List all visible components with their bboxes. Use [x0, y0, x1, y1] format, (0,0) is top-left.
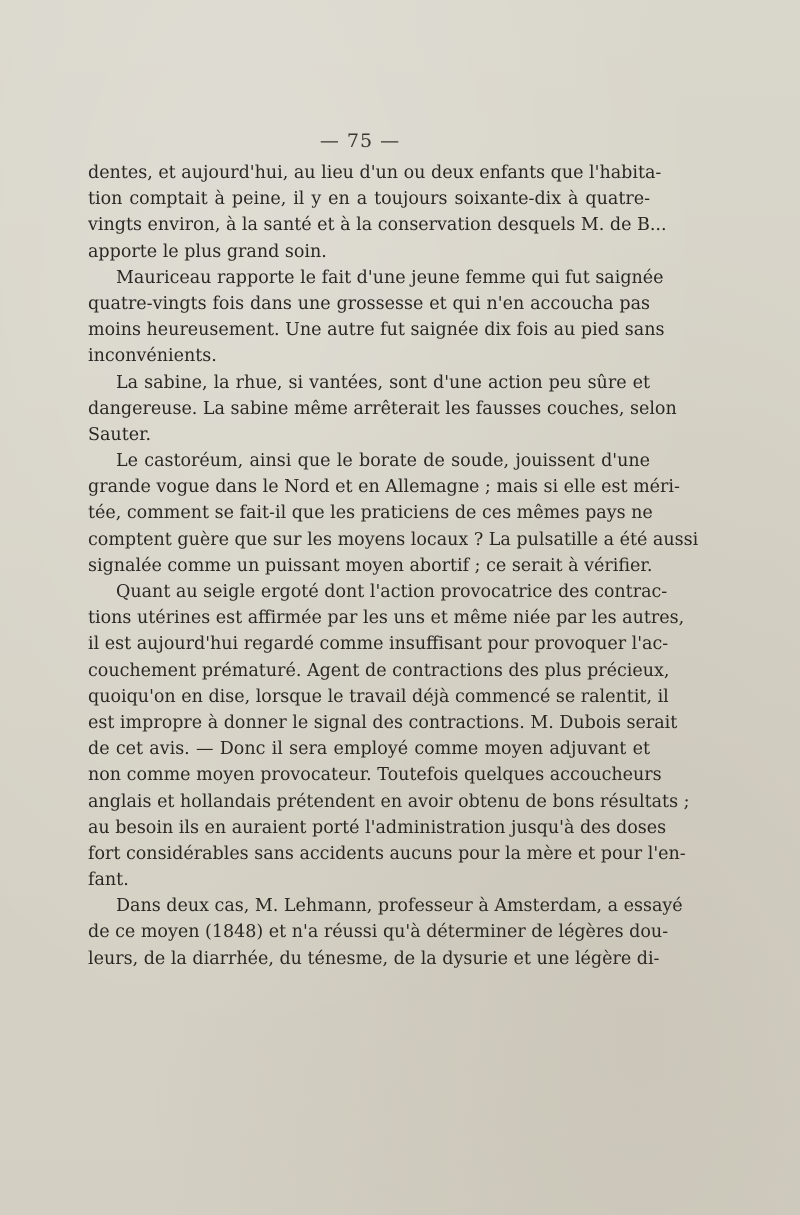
text-line: grande vogue dans le Nord et en Allemagne ; mais si elle est méri-: [88, 477, 680, 498]
text-line: tion comptait à peine, il y en a toujours soixante-dix à quatre-: [88, 189, 650, 210]
text-line: quoiqu'on en dise, lorsque le travail déjà commencé se ralentit, il: [88, 686, 669, 707]
page-number: — 75 —: [319, 130, 401, 152]
text-line: apporte le plus grand soin.: [88, 241, 327, 262]
text-line: couchement prématuré. Agent de contractions des plus précieux,: [88, 660, 670, 681]
text-line: moins heureusement. Une autre fut saignée dix fois au pied sans: [88, 320, 665, 341]
text-line: anglais et hollandais prétendent en avoir obtenu de bons résultats ;: [88, 791, 690, 812]
text-line: inconvénients.: [88, 346, 217, 367]
text-line: signalée comme un puissant moyen abortif ; ce serait à vérifier.: [88, 555, 653, 576]
text-line: Dans deux cas, M. Lehmann, professeur à Amsterdam, a essayé: [116, 896, 683, 917]
text-line: au besoin ils en auraient porté l'administration jusqu'à des doses: [88, 817, 667, 838]
text-line: non comme moyen provocateur. Toutefois quelques accoucheurs: [88, 765, 662, 786]
text-line: tions utérines est affirmée par les uns et même niée par les autres,: [88, 608, 685, 629]
text-line: tée, comment se fait-il que les praticiens de ces mêmes pays ne: [88, 503, 653, 524]
text-line: il est aujourd'hui regardé comme insuffisant pour provoquer l'ac-: [88, 634, 669, 655]
text-line: fant.: [88, 870, 129, 891]
text-line: Sauter.: [88, 424, 152, 445]
text-line: Le castoréum, ainsi que le borate de soude, jouissent d'une: [116, 451, 650, 472]
text-line: dangereuse. La sabine même arrêterait les fausses couches, selon: [88, 398, 677, 419]
text-line: est impropre à donner le signal des contractions. M. Dubois serait: [88, 712, 678, 733]
text-line: vingts environ, à la santé et à la conservation desquels M. de B...: [88, 215, 667, 236]
text-line: leurs, de la diarrhée, du ténesme, de la dysurie et une légère di-: [88, 948, 660, 969]
text-line: dentes, et aujourd'hui, au lieu d'un ou deux enfants que l'habita-: [88, 163, 662, 183]
text-line: de cet avis. — Donc il sera employé comme moyen adjuvant et: [88, 739, 650, 760]
text-line: fort considérables sans accidents aucuns pour la mère et pour l'en-: [88, 843, 686, 864]
text-line: de ce moyen (1848) et n'a réussi qu'à déterminer de légères dou-: [88, 922, 669, 943]
text-line: quatre-vingts fois dans une grossesse et qui n'en accoucha pas: [88, 293, 650, 314]
text-line: Mauriceau rapporte le fait d'une jeune femme qui fut saignée: [116, 267, 664, 288]
text-line: Quant au seigle ergoté dont l'action provocatrice des contrac-: [116, 582, 668, 602]
text-line: comptent guère que sur les moyens locaux ? La pulsatille a été aussi: [88, 529, 699, 550]
body-text: [88, 160, 699, 972]
text-line: La sabine, la rhue, si vantées, sont d'une action peu sûre et: [116, 372, 650, 393]
